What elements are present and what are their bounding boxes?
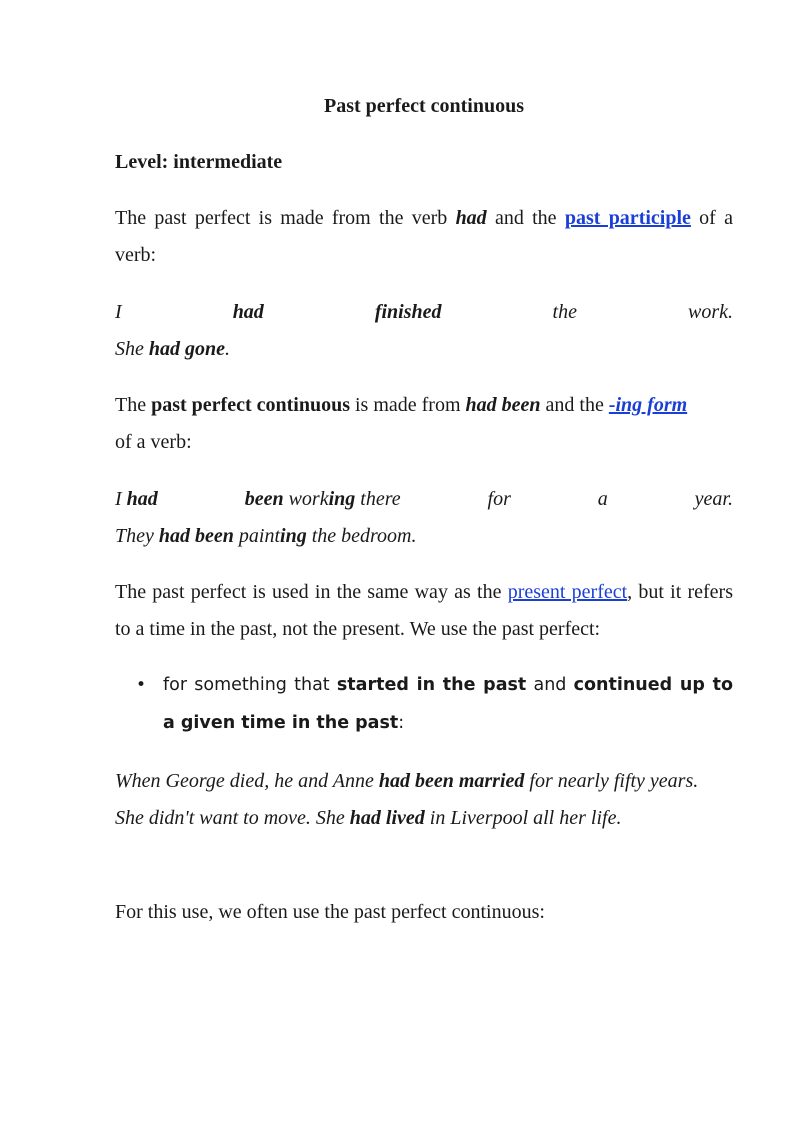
text: The past perfect is made from the verb <box>115 207 456 229</box>
paragraph-closing: For this use, we often use the past perfect continuous: <box>115 901 545 923</box>
emphasis-had: had <box>455 207 487 229</box>
emphasis-past-perfect-continuous: past perfect continuous <box>151 394 350 416</box>
example-word: for <box>487 488 511 510</box>
text: of a verb: <box>115 207 734 266</box>
example-line-1: When George died, he and Anne had been married for nearly fifty years. <box>115 770 699 792</box>
text: The past perfect is used in the same way as the <box>115 581 508 603</box>
example-line-1 <box>115 481 733 518</box>
text: is made from <box>349 394 466 416</box>
text: The <box>115 394 152 416</box>
examples-continuous <box>115 481 733 555</box>
text: of a verb: <box>115 431 192 453</box>
emphasis: continued up to a given time in the past <box>163 675 733 733</box>
level-label: Level: intermediate <box>115 151 283 173</box>
example-text: . <box>225 338 231 360</box>
text: for something that <box>163 675 337 695</box>
example-word: year. <box>694 488 733 510</box>
bullet-icon: • <box>136 675 147 695</box>
text: and the <box>540 394 609 416</box>
page-title: Past perfect continuous <box>324 95 524 117</box>
paragraph-past-perfect-form <box>115 200 733 274</box>
example-line-2 <box>115 331 733 368</box>
example-word: a <box>597 488 608 510</box>
present-perfect-link[interactable]: present perfect <box>507 581 628 603</box>
example-word: been working there <box>244 488 401 510</box>
example-word: I had <box>115 488 158 510</box>
example-word: had <box>232 301 264 323</box>
paragraph-usage <box>115 574 733 648</box>
text: and <box>526 675 574 695</box>
bullet-item-usage <box>163 666 733 742</box>
example-bold: had gone <box>148 338 226 360</box>
text: : <box>398 713 405 733</box>
examples-past-perfect <box>115 294 733 368</box>
examples-usage <box>115 763 733 837</box>
example-line-1 <box>115 294 733 331</box>
example-word: finished <box>374 301 442 323</box>
example-line-2: She didn't want to move. She had lived in Liverpool all her life. <box>115 807 622 829</box>
text: , but it refers to a time in the past, not the present. We use the past perfect: <box>115 581 734 640</box>
example-word: the <box>552 301 577 323</box>
text: and the <box>486 207 565 229</box>
example-word: work. <box>687 301 733 323</box>
emphasis: started in the past <box>336 675 527 695</box>
ing-form-link[interactable]: -ing form <box>608 394 688 416</box>
example-text: She <box>115 338 149 360</box>
example-word: I <box>115 301 122 323</box>
paragraph-continuous-form <box>115 387 733 461</box>
past-participle-link[interactable]: past participle <box>564 207 691 229</box>
example-line-2: They had been painting the bedroom. <box>115 525 417 547</box>
emphasis-had-been: had been <box>465 394 541 416</box>
